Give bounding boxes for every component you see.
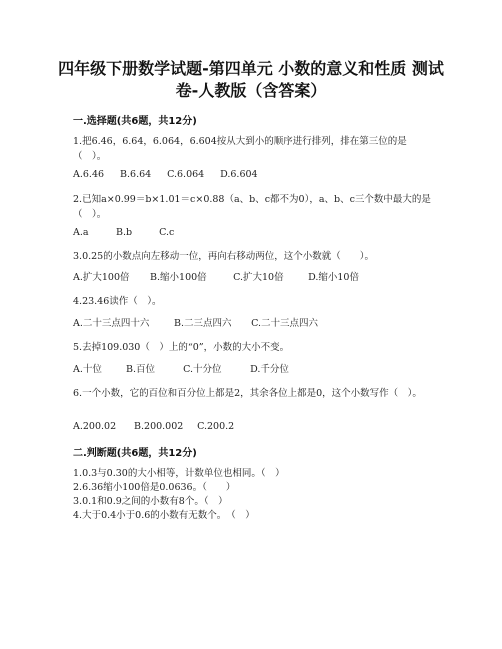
option-a: A.a	[73, 227, 89, 238]
option-a: A.200.02	[73, 421, 117, 432]
question-2-options	[73, 226, 174, 240]
option-b: B.6.64	[120, 169, 152, 180]
page-title: 四年级下册数学试题-第四单元 小数的意义和性质 测试卷-人教版（含答案）	[58, 59, 444, 100]
option-d: D.千分位	[250, 364, 289, 375]
option-c: C.c	[159, 227, 175, 238]
question-3-options	[73, 271, 359, 285]
option-c: C.6.064	[167, 169, 205, 180]
question-4-stem: 4.23.46读作（ ）。	[73, 296, 162, 307]
question-5-stem: 5.去掉109.030（ ）上的“0”，小数的大小不变。	[73, 342, 290, 353]
option-c: C.十分位	[183, 364, 222, 375]
question-6-stem: 6.一个小数，它的百位和百分位上都是2，其余各位上都是0，这个小数写作（ ）。	[73, 388, 422, 399]
option-c: C.二十三点四六	[251, 318, 319, 329]
question-5-options	[73, 363, 289, 377]
option-b: B.二三点四六	[174, 318, 232, 329]
option-d: D.6.604	[220, 169, 258, 180]
option-b: B.200.002	[134, 421, 184, 432]
judgment-item-4: 4.大于0.4小于0.6的小数有无数个。 （ ）	[73, 510, 255, 521]
option-b: B.b	[116, 227, 133, 238]
section-heading-choice: 一.选择题(共6题，共12分)	[73, 116, 197, 127]
option-a: A.二十三点四十六	[73, 318, 150, 329]
option-d: D.缩小10倍	[308, 272, 359, 283]
option-b: B.缩小100倍	[150, 272, 207, 283]
option-a: A.6.46	[73, 169, 105, 180]
question-4-options	[73, 317, 318, 331]
judgment-item-2: 2.6.36缩小100倍是0.0636。（ ）	[73, 482, 236, 493]
question-1-options	[73, 168, 258, 182]
option-a: A.十位	[73, 364, 102, 375]
question-1-stem: 1.把6.46，6.64，6.064，6.604按从大到小的顺序进行排列，排在第三位的是（ ）。	[73, 136, 407, 162]
question-2-stem: 2.已知a×0.99＝b×1.01＝c×0.88（a、b、c都不为0），a、b、c三个数中最大的是（ ）。	[73, 194, 431, 220]
option-b: B.百位	[126, 364, 156, 375]
option-c: C.200.2	[197, 421, 235, 432]
judgment-item-1: 1.0.3与0.30的大小相等，计数单位也相同。（ ）	[73, 468, 285, 479]
question-3-stem: 3.0.25的小数点向左移动一位，再向右移动两位，这个小数就（ ）。	[73, 251, 374, 262]
option-c: C.扩大10倍	[233, 272, 284, 283]
option-a: A.扩大100倍	[73, 272, 130, 283]
judgment-item-3: 3.0.1和0.9之间的小数有8个。（ ）	[73, 496, 228, 507]
section-heading-judgment: 二.判断题(共6题，共12分)	[73, 448, 197, 459]
question-6-options	[73, 420, 234, 434]
